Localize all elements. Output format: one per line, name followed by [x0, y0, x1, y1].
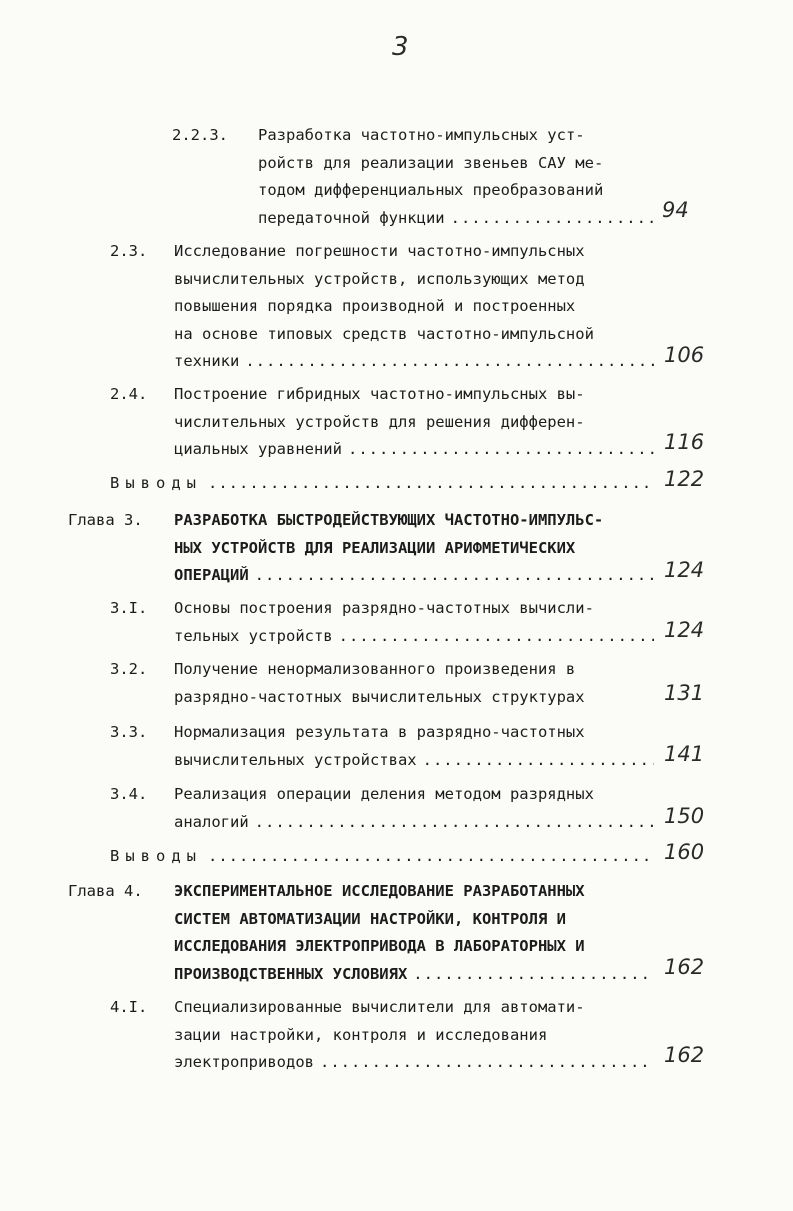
section-number: 3.4.: [110, 785, 148, 803]
section-number: 4.I.: [110, 998, 148, 1016]
toc-line: ИССЛЕДОВАНИЯ ЭЛЕКТРОПРИВОДА В ЛАБОРАТОРНЫХ И: [174, 937, 585, 955]
toc-line: электроприводов: [174, 1053, 314, 1071]
dot-leader: [423, 747, 654, 775]
page-ref: 116: [664, 430, 705, 454]
toc-line: Получение ненормализованного произведения в: [174, 660, 576, 678]
toc-line: ПРОИЗВОДСТВЕННЫХ УСЛОВИЯХ: [174, 964, 408, 983]
page-ref: 141: [664, 742, 705, 766]
toc-entry-chapter-3[interactable]: [0, 507, 793, 592]
conclusions-label: Выводы: [110, 847, 202, 865]
page-ref: 162: [664, 1043, 705, 1067]
chapter-number: Глава 3.: [68, 511, 143, 529]
dot-leader: [339, 623, 654, 651]
toc-line: Нормализация результата в разрядно-частотных: [174, 723, 585, 741]
dot-leader: [208, 470, 654, 498]
toc-line: РАЗРАБОТКА БЫСТРОДЕЙСТВУЮЩИХ ЧАСТОТНО-ИМПУЛЬС-: [174, 511, 604, 529]
dot-leader: [413, 961, 654, 989]
toc-entry-2-2-3[interactable]: [0, 122, 793, 237]
toc-entry-3-4[interactable]: [0, 781, 793, 839]
page-ref: 162: [664, 955, 705, 979]
toc-line: циальных уравнений: [174, 440, 342, 458]
toc-entry-3-3[interactable]: [0, 719, 793, 777]
toc-line: разрядно-частотных вычислительных структурах: [174, 687, 585, 706]
section-number: 2.4.: [110, 385, 148, 403]
page-ref: 122: [664, 467, 705, 491]
toc-line: ОПЕРАЦИЙ: [174, 566, 249, 584]
toc-line: аналогий: [174, 812, 249, 831]
page-ref: 124: [664, 558, 705, 582]
dot-leader: [348, 436, 654, 464]
toc-entry-4-1[interactable]: [0, 994, 793, 1079]
toc-line: Специализированные вычислители для автомати-: [174, 998, 585, 1016]
toc-line: Исследование погрешности частотно-импульсных: [174, 242, 585, 260]
section-number: 2.2.3.: [172, 126, 228, 144]
toc-line: СИСТЕМ АВТОМАТИЗАЦИИ НАСТРОЙКИ, КОНТРОЛЯ И: [174, 909, 566, 928]
toc-entry-3-1[interactable]: [0, 595, 793, 653]
toc-line: зации настройки, контроля и исследования: [174, 1025, 548, 1044]
dot-leader: [255, 562, 654, 590]
toc-entry-2-3[interactable]: [0, 238, 793, 378]
dot-leader: [245, 348, 654, 376]
page-ref: 160: [664, 840, 705, 864]
section-number: 2.3.: [110, 242, 148, 260]
page-ref: 124: [664, 618, 705, 642]
toc-line: тодом дифференциальных преобразований: [258, 181, 604, 199]
toc-line: Основы построения разрядно-частотных вычисли-: [174, 599, 594, 617]
toc-line: техники: [174, 352, 240, 370]
toc-line: Разработка частотно-импульсных уст-: [258, 126, 585, 144]
dot-leader: [255, 809, 654, 837]
page-ref: 94: [662, 198, 689, 222]
toc-entry-chapter-4[interactable]: [0, 878, 793, 990]
toc-entry-3-2[interactable]: [0, 656, 793, 714]
toc-line: вычислительных устройств, использующих метод: [174, 269, 585, 288]
toc-line: на основе типовых средств частотно-импульсной: [174, 324, 594, 343]
toc-line: передаточной функции: [258, 208, 445, 227]
section-number: 3.2.: [110, 660, 148, 678]
conclusions-label: Выводы: [110, 474, 202, 492]
chapter-number: Глава 4.: [68, 882, 143, 900]
toc-line: Реализация операции деления методом разрядных: [174, 785, 594, 803]
toc-line: Построение гибридных частотно-импульсных вы-: [174, 385, 585, 403]
section-number: 3.3.: [110, 723, 148, 741]
toc-entry-2-4[interactable]: [0, 381, 793, 466]
section-number: 3.I.: [110, 599, 148, 617]
toc-line: тельных устройств: [174, 626, 333, 645]
page-ref: 150: [664, 804, 705, 828]
dot-leader: [320, 1049, 654, 1077]
toc-line: вычислительных устройствах: [174, 750, 417, 769]
dot-leader: [451, 205, 654, 233]
toc-line: ройств для реализации звеньев САУ ме-: [258, 153, 604, 172]
toc-entry-conclusions-2[interactable]: [0, 467, 793, 500]
toc-entry-conclusions-3[interactable]: [0, 840, 793, 873]
dot-leader: [208, 843, 654, 871]
toc-line: повышения порядка производной и построенных: [174, 297, 576, 315]
page-ref: 131: [664, 681, 705, 705]
toc-line: числительных устройств для решения дифферен-: [174, 412, 585, 431]
toc-line: ЭКСПЕРИМЕНТАЛЬНОЕ ИССЛЕДОВАНИЕ РАЗРАБОТАННЫХ: [174, 882, 585, 900]
page-ref: 106: [664, 343, 705, 367]
toc-line: НЫХ УСТРОЙСТВ ДЛЯ РЕАЛИЗАЦИИ АРИФМЕТИЧЕСКИХ: [174, 538, 576, 557]
page-number: 3: [392, 32, 409, 62]
